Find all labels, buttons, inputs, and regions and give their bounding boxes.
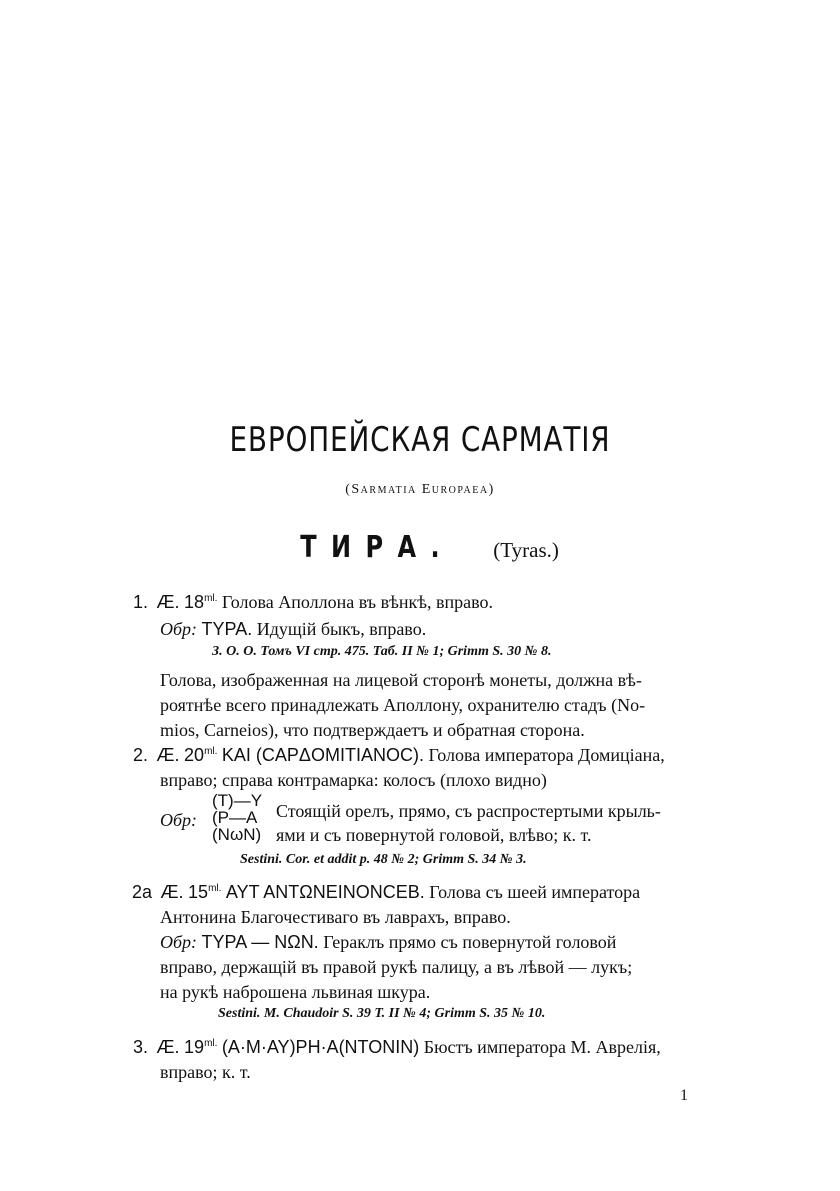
entry-2a-line-5: на рукѣ наброшена львиная шкура. [160,982,431,1002]
obverse-legend: KAI (CAPΔOMITIANOC). [221,745,424,765]
obverse-text: Голова Аполлона въ вѣнкѣ, вправо. [221,592,493,612]
size-unit: ml. [208,883,222,894]
obverse-text: Бюстъ императора М. Аврелія, [423,1037,661,1057]
entry-1-note-line-2: роятнѣе всего принадлежать Аполлону, охранителю стадъ (No- [160,695,646,715]
entry-2a-line-4: вправо, держащій въ правой рукѣ палицу, а въ лѣвой — лукъ; [160,957,633,977]
coin-size: 15 [188,882,209,902]
heading-lat: (Tyras.) [493,538,559,562]
reverse-label: Обр: [160,932,198,952]
coin-size: 18 [184,592,205,612]
entry-number: 2a [132,882,153,902]
coin-size: 20 [184,745,205,765]
obverse-text: Голова съ шеей императора [429,882,641,902]
reverse-legend: TYPA. [201,619,253,639]
obverse-legend: AYT ANTΩNEINONCEB. [225,882,425,902]
entry-2-line-2: вправо; справа контрамарка: колосъ (плохо видно) [160,770,547,790]
coin-size: 19 [184,1037,205,1057]
entry-number: 1. [133,592,149,612]
entry-1-line-1 [133,592,493,613]
entry-2-reverse-line-2: ями и съ повернутой головой, влѣво; к. т. [276,825,592,845]
reverse-text: Идущій быкъ, вправо. [256,619,427,639]
entry-2a-reference: Sestini. M. Chaudoir S. 39 T. II № 4; Grimm S. 35 № 10. [218,1006,546,1021]
entry-2-reference: Sestini. Cor. et addit p. 48 № 2; Grimm S. 34 № 3. [240,852,527,867]
entry-number: 3. [133,1037,149,1057]
heading-ru: ТИРА. [300,530,455,565]
obverse-legend: (A·M·AY)PH·A(NTONIN) [221,1037,420,1057]
entry-2a-line-1 [132,882,640,903]
reverse-label: Обр: [160,619,198,639]
reverse-text: Гераклъ прямо съ повернутой головой [323,932,617,952]
entry-1-reference: З. О. О. Томъ VI стр. 475. Таб. II № 1; Grimm S. 30 № 8. [212,644,552,659]
entry-number: 2. [133,745,149,765]
entry-3-line-2: вправо; к. т. [160,1062,251,1082]
size-unit: ml. [204,593,218,604]
entry-1-note-line-1: Голова, изображенная на лицевой сторонѣ монеты, должна вѣ- [160,670,642,690]
metal: Æ. [160,882,184,902]
reverse-legend: TYPA — NΩN. [201,932,319,952]
entry-2-reverse-line-1: Стоящій орелъ, прямо, съ распростертыми крыль- [276,801,661,821]
metal: Æ. [156,1037,180,1057]
page-number: 1 [680,1087,688,1104]
entry-1-note-line-3: mios, Carneios), что подтверждаетъ и обратная сторона. [160,720,585,740]
page-title: ЕВРОПЕЙСКАЯ САРМАТІЯ [229,420,611,460]
reverse-legend-line: (NωN) [212,825,262,844]
entry-2-reverse-label: Обр: [160,810,198,830]
reverse-legend-line: (T)—Y [212,791,263,810]
entry-2-line-1 [133,745,665,766]
size-unit: ml. [204,746,218,757]
entry-3-line-1 [133,1037,661,1058]
entry-2a-line-2: Антонина Благочестиваго въ лаврахъ, вправо. [160,907,511,927]
metal: Æ. [156,745,180,765]
reverse-legend-line: (P—A [212,808,258,827]
section-heading [0,530,840,565]
page-subtitle [0,482,840,498]
size-unit: ml. [204,1038,218,1049]
subtitle-text: (Sarmatia Europaea) [345,482,495,497]
metal: Æ. [156,592,180,612]
reverse-legend-block [212,792,262,843]
obverse-text: Голова императора Домиціана, [428,745,665,765]
entry-1-line-2 [160,619,426,640]
entry-2a-line-3 [160,932,616,953]
